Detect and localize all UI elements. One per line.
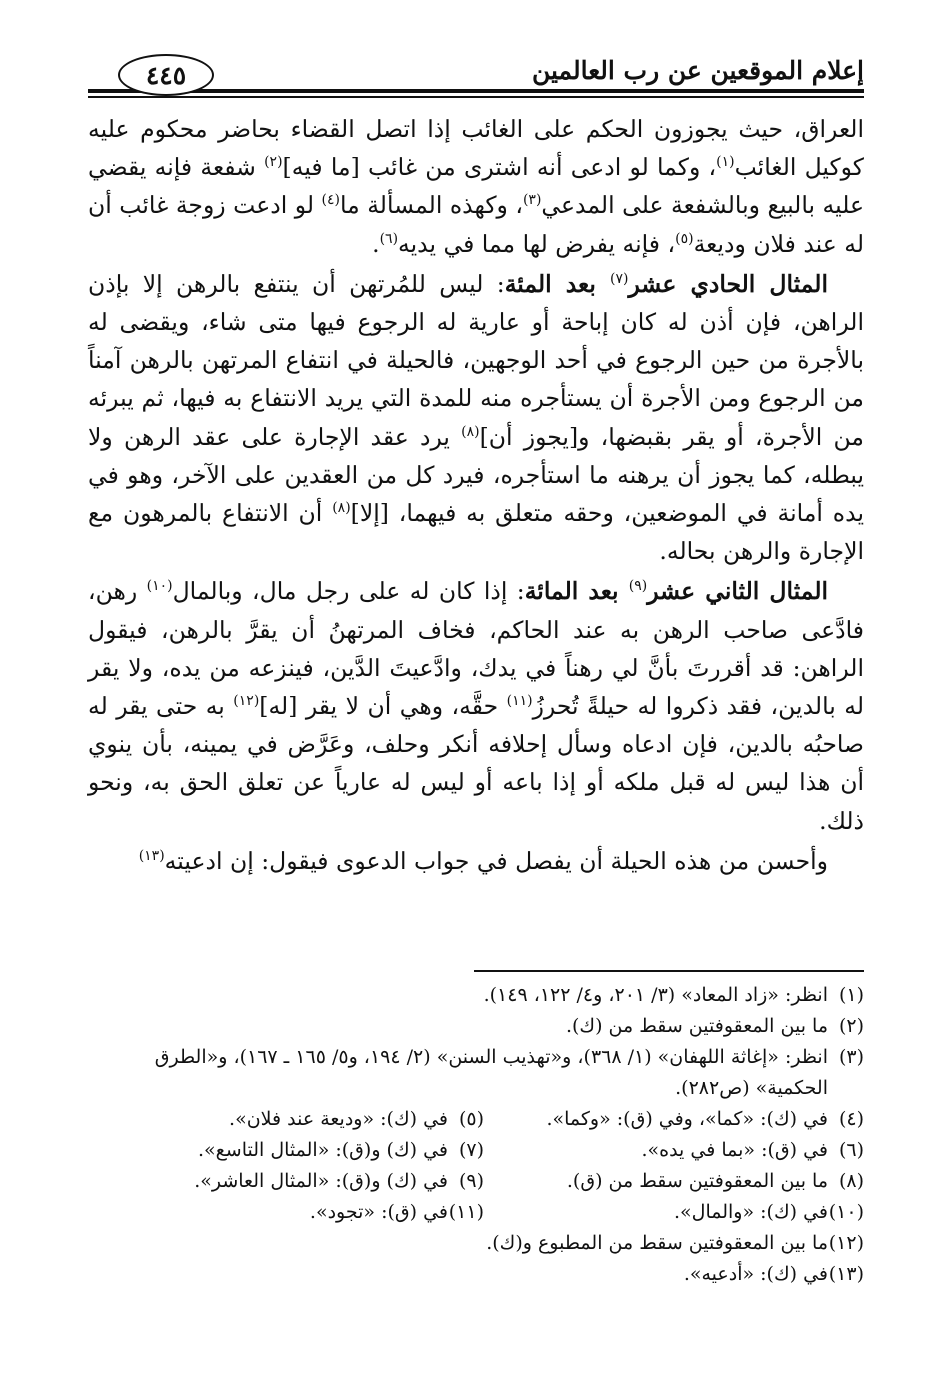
footnote-ref: (٤) <box>321 192 340 209</box>
text-run: ، وكما لو ادعى أنه اشترى من غائب [ما فيه] <box>282 153 717 182</box>
footnote-ref: (١٣) <box>138 847 165 864</box>
text-run: : ليس للمُرتهن أن ينتفع بالرهن إلا بإذن الراهن، فإن أذن له كان إباحة أو عارية له الرجوع فيها متى شاء، ويقضى له بالأجرة من حين الرجوع في أحد الوجهين، فالحيلة في انتفاع المرتهن بالرهن آمناً من الرجوع ومن الأجرة أن يستأجره منه للمدة التي يريد الانتفاع به فيها، ثم يبرئه من الأجرة، أو يقر بقبضها، و[يجوز أن] <box>88 269 864 451</box>
text-run: حقَّه، وهي أن لا يقر [له] <box>259 692 507 721</box>
text-run: يرد عقد الإجارة على عقد الرهن ولا يبطله، كما يجوز أن يرهنه ما استأجره، فيرد كل من العقدين على الآخر، وهو في يده أمانة في الموضعين، وحقه متعلق به فيهما، [إلا] <box>88 422 864 528</box>
footnote-number: (٨) <box>838 1170 864 1192</box>
footnote-line <box>88 1042 864 1104</box>
footnote-ref: (١١) <box>506 693 533 710</box>
footnote-ref: (٣) <box>522 192 542 209</box>
footnote-text: في (ك) و(ق): «المثال العاشر». <box>194 1170 448 1192</box>
footnote-line <box>88 1197 864 1228</box>
text-run: رهن، فادَّعى صاحب الرهن به عند الحاكم، فخاف المرتهنُ أن يقرَّ بالرهن، فيقول الراهن: قد أقررتَ بأنَّ لي رهناً في يدك، وادَّعيتَ الدَّين، فينزعه من يده، ولا يقر له بالدين، فقد ذكروا له حيلةً تُحرزُ <box>88 577 864 721</box>
footnote-text: انظر: «إغاثة اللهفان» (١/ ٣٦٨)، و«تهذيب السنن» (٢/ ١٩٤، و٥/ ١٦٥ ـ ١٦٧)، و«الطرق الحكمية» (ص٢٨٢). <box>154 1046 828 1099</box>
footnote-number: (١٢) <box>828 1232 864 1254</box>
footnote-text: ما بين المعقوفتين سقط من (ق). <box>566 1170 828 1192</box>
text-run: لو ادعت زوجة غائب أن له عند فلان وديعة <box>88 191 864 258</box>
footnote <box>484 1197 864 1228</box>
footnote-ref: (٧) <box>609 270 629 287</box>
footnote-separator <box>474 970 864 972</box>
text-run: وأحسن من هذه الحيلة أن يفصل في جواب الدعوى فيقول: إن ادعيته <box>164 846 828 875</box>
example-heading: المثال الحادي عشر <box>628 269 828 298</box>
footnote-line <box>88 1104 864 1135</box>
footnotes <box>88 980 864 1290</box>
running-title: إعلام الموقعين عن رب العالمين <box>531 56 864 85</box>
footnote-ref: (٨) <box>461 423 480 440</box>
text-run: : إذا كان له على رجل مال، وبالمال <box>172 577 525 606</box>
example-heading: بعد المئة <box>504 269 610 298</box>
page-number-badge <box>118 54 214 96</box>
footnote-line <box>88 1259 864 1290</box>
footnote-ref: (٥) <box>675 230 694 247</box>
footnote <box>154 1104 484 1135</box>
footnote-ref: (٨) <box>332 500 351 517</box>
footnote-number: (٧) <box>458 1139 484 1161</box>
footnote-text: انظر: «زاد المعاد» (٣/ ٢٠١، و٤/ ١٢٢، ١٤٩). <box>483 984 828 1006</box>
header-rule-thin <box>88 96 864 98</box>
footnote-number: (٩) <box>458 1170 484 1192</box>
footnote-text: في (ق): «تجود». <box>309 1201 448 1223</box>
footnote <box>566 1011 864 1042</box>
footnote-ref: (٩) <box>628 578 648 595</box>
example-heading: المثال الثاني عشر <box>647 577 829 606</box>
page-number: ٤٤٥ <box>145 60 187 90</box>
text-run: شفعة فإنه يقضي عليه بالبيع وبالشفعة على المدعي <box>88 153 864 220</box>
footnote-number: (٥) <box>458 1108 484 1130</box>
footnote-number: (٣) <box>838 1046 864 1068</box>
footnote-text: في (ك): «كما»، وفي (ق): «وكما». <box>546 1108 828 1130</box>
footnote-line <box>88 980 864 1011</box>
footnote-text: في (ك): «أدعيه». <box>683 1263 828 1285</box>
paragraph-4 <box>88 842 864 880</box>
footnote-ref: (٦) <box>379 230 399 247</box>
footnote-text: في (ك) و(ق): «المثال التاسع». <box>198 1139 448 1161</box>
footnote-ref: (١٢) <box>233 693 260 710</box>
footnote-text: ما بين المعقوفتين سقط من (ك). <box>565 1015 828 1037</box>
footnote-number: (٤) <box>838 1108 864 1130</box>
footnote <box>484 1104 864 1135</box>
text-run: به حتى يقر له صاحبُه بالدين، فإن ادعاه وسأل إحلافه أنكر وحلف، وعَرَّض في يمينه، بأن ينوي أن هذا ليس له قبل ملكه أو إذا باعه أو ليس له عارياً عن تعلق الحق به، ونحو ذلك. <box>88 692 864 835</box>
footnote-line <box>88 1166 864 1197</box>
footnote-ref: (١٠) <box>146 578 173 595</box>
footnote-ref: (٢) <box>264 154 283 171</box>
paragraph-3 <box>88 572 864 839</box>
paragraph-1 <box>88 110 864 263</box>
footnote <box>88 1042 864 1104</box>
footnote-line <box>88 1011 864 1042</box>
page-header <box>88 52 864 104</box>
footnote <box>154 1197 484 1228</box>
footnote-line <box>88 1228 864 1259</box>
footnote <box>484 980 864 1011</box>
footnote <box>484 1135 864 1166</box>
footnote-number: (١) <box>838 984 864 1006</box>
footnote-text: ما بين المعقوفتين سقط من المطبوع و(ك). <box>486 1232 828 1254</box>
footnote <box>154 1135 484 1166</box>
text-run: ، فإنه يفرض لها مما في يديه <box>398 229 676 258</box>
text-run: العراق، حيث يجوزون الحكم على الغائب إذا اتصل القضاء بحاضر محكوم عليه كوكيل الغائب <box>88 115 864 182</box>
footnote-number: (١٠) <box>828 1201 864 1223</box>
footnote-number: (٢) <box>838 1015 864 1037</box>
footnote-number: (١١) <box>448 1201 484 1223</box>
footnote-number: (٦) <box>838 1139 864 1161</box>
example-heading: بعد المائة <box>524 577 629 606</box>
footnote-text: في (ق): «بما في يده». <box>641 1139 828 1161</box>
text-run: أن الانتفاع بالمرهون مع الإجارة والرهن بحاله. <box>88 499 864 566</box>
footnote <box>484 1166 864 1197</box>
footnote <box>154 1166 484 1197</box>
footnote <box>486 1228 864 1259</box>
footnote-ref: (١) <box>716 154 735 171</box>
paragraph-2 <box>88 265 864 571</box>
footnote-line <box>88 1135 864 1166</box>
footnote-text: في (ك): «وديعة عند فلان». <box>229 1108 448 1130</box>
footnote-number: (١٣) <box>828 1263 864 1285</box>
text-run: ، وكهذه المسألة ما <box>339 191 523 220</box>
footnote-text: في (ك): «والمال». <box>674 1201 828 1223</box>
header-rule-thick <box>88 89 864 93</box>
main-text <box>88 110 864 880</box>
text-run: . <box>372 229 380 258</box>
footnote <box>684 1259 864 1290</box>
